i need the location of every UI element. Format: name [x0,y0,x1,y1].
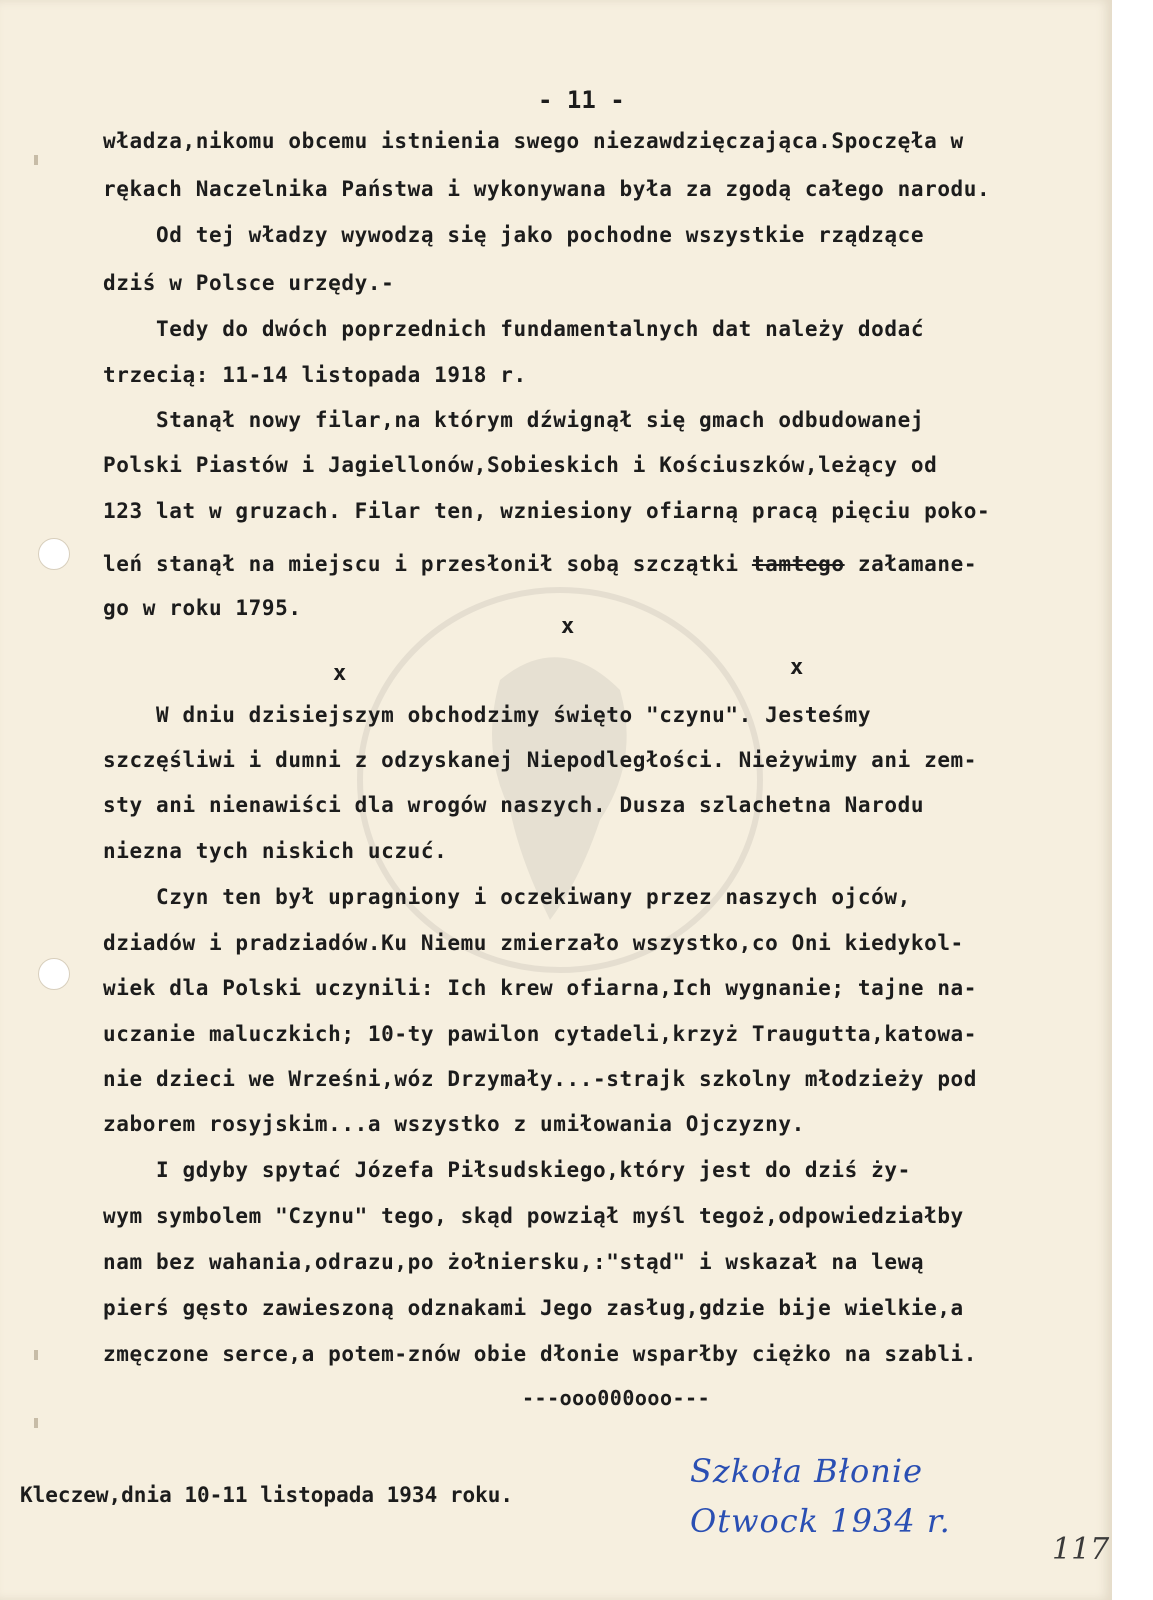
text-line: leń stanął na miejscu i przesłonił sobą szczątki tamtego załamane- [103,552,978,576]
text-line: władza,nikomu obcemu istnienia swego niezawdzięczająca.Spoczęła w [103,129,964,153]
text-line: go w roku 1795. [103,596,302,620]
closing-separator: ---ooo000ooo--- [522,1386,711,1410]
section-mark: x [790,655,804,680]
text-line: wiek dla Polski uczynili: Ich krew ofiarna,Ich wygnanie; tajne na- [103,976,978,1000]
page-number: - 11 - [538,86,625,114]
section-mark: x [561,614,575,639]
scan-margin [1112,0,1153,1600]
text-line: wym symbolem "Czynu" tego, skąd powziął myśl tegoż,odpowiedziałby [103,1204,964,1228]
text-line: trzecią: 11-14 listopada 1918 r. [103,363,527,387]
handwritten-note: Otwock 1934 r. [690,1502,951,1540]
text-line: zmęczone serce,a potem-znów obie dłonie wsparłby ciężko na szabli. [103,1342,978,1366]
text-line: Czyn ten był upragniony i oczekiwany przez naszych ojców, [103,885,911,909]
text-line: W dniu dzisiejszym obchodzimy święto "czynu". Jesteśmy [103,703,872,727]
struck-word: tamtego [751,552,845,576]
handwritten-note: Szkoła Błonie [690,1452,923,1490]
text-line: Od tej władzy wywodzą się jako pochodne wszystkie rządzące [103,223,925,247]
text-line: zaborem rosyjskim...a wszystko z umiłowania Ojczyzny. [103,1112,805,1136]
text-line: Tedy do dwóch poprzednich fundamentalnych dat należy dodać [103,317,925,341]
text-line: nieznа tych niskich uczuć. [103,839,448,863]
text-line: Polski Piastów i Jagiellonów,Sobieskich i Kościuszków,leżący od [103,453,938,477]
text-line: rękach Naczelnika Państwa i wykonywana była za zgodą całego narodu. [103,177,991,201]
section-mark: x [333,661,347,686]
text-line: szczęśliwi i dumni z odzyskanej Niepodległości. Nieżywimy ani zem- [103,748,978,772]
punch-hole [38,538,70,570]
margin-mark [34,155,38,165]
text-line: nam bez wahania,odrazu,po żołniersku,:"stąd" i wskazał na lewą [103,1250,925,1274]
text-line: Stanął nowy filar,na którym dźwignął się gmach odbudowanej [103,408,925,432]
text-line: nie dzieci we Wrześni,wóz Drzymały...-strajk szkolny młodzieży pod [103,1067,978,1091]
text-line: uczanie maluczkich; 10-ty pawilon cytadeli,krzyż Traugutta,katowa- [103,1022,978,1046]
margin-mark [34,1418,38,1428]
place-date-line: Kleczew,dnia 10-11 listopada 1934 roku. [20,1483,514,1507]
text-line: dziadów i pradziadów.Ku Niemu zmierzało wszystko,co Oni kiedykol- [103,931,964,955]
text-line: 123 lat w gruzach. Filar ten, wzniesiony ofiarną pracą pięciu poko- [103,499,991,523]
text-line: dziś w Polsce urzędy.- [103,271,395,295]
text-line: sty ani nienawiści dla wrogów naszych. Dusza szlachetna Narodu [103,793,925,817]
margin-mark [34,1350,38,1360]
text-line: I gdyby spytać Józefa Piłsudskiego,który jest do dziś ży- [103,1158,911,1182]
folio-number: 117 [1052,1532,1110,1567]
punch-hole [38,958,70,990]
text-line: pierś gęsto zawieszoną odznakami Jego zasług,gdzie bije wielkie,a [103,1296,964,1320]
